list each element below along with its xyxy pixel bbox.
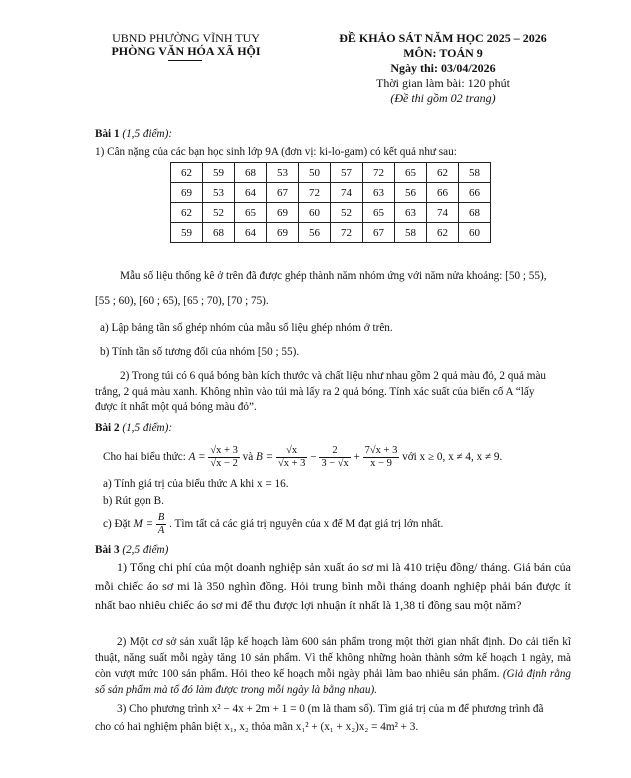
A-fraction [208, 445, 239, 470]
table-row [171, 183, 491, 203]
B1-numerator: √x [276, 445, 307, 458]
table-cell: 69 [171, 183, 203, 203]
bai3-p2 [95, 634, 571, 698]
table-cell: 67 [363, 223, 395, 243]
bai1-part2-l2: trắng, 2 quả màu xanh. Không nhìn vào túi mà lấy ra 2 quả bóng. Tính xác suất của biến cố A “lấy [95, 386, 535, 398]
table-row [171, 203, 491, 223]
table-cell: 59 [203, 163, 235, 183]
group-rest: [55 ; 60), [60 ; 65), [65 ; 70), [70 ; 75). [95, 295, 269, 307]
table-cell: 52 [203, 203, 235, 223]
A-denominator: √x − 2 [210, 457, 238, 469]
bai1-part2-l1: 2) Trong túi có 6 quả bóng bàn kích thước và chất liệu như nhau gồm 2 quả màu đỏ, 2 quả màu [120, 370, 547, 382]
table-cell: 68 [235, 163, 267, 183]
bai2-a: a) Tính giá trị của biểu thức A khi x = 16. [103, 478, 289, 490]
table-cell: 59 [171, 223, 203, 243]
bai2-condition: với x ≥ 0, x ≠ 4, x ≠ 9. [402, 451, 503, 463]
weight-table-body [171, 163, 491, 243]
table-cell: 65 [363, 203, 395, 223]
bai3-title: Bài 3 [95, 544, 120, 556]
table-cell: 68 [459, 203, 491, 223]
bai1-points: (1,5 điểm): [122, 128, 173, 140]
bai1-intro: 1) Cân nặng của các bạn học sinh lớp 9A (đơn vị: ki-lo-gam) có kết quả như sau: [95, 146, 457, 158]
bai3-p3-l2: cho có hai nghiệm phân biệt x₁, x₂ thỏa mãn x₁² + (x₁ + x₂)x₂ = 4m² + 3. [95, 721, 419, 733]
bai3-heading [95, 543, 168, 557]
org-underline [168, 60, 202, 61]
bai2-points: (1,5 điểm): [122, 422, 173, 434]
bai1-heading [95, 127, 172, 141]
B2-numerator: 2 [319, 445, 350, 458]
org-line-1: UBND PHƯỜNG VĨNH TUY [112, 31, 260, 45]
table-cell: 52 [331, 203, 363, 223]
table-cell: 65 [395, 163, 427, 183]
table-cell: 69 [267, 223, 299, 243]
bai2-title: Bài 2 [95, 422, 120, 434]
table-cell: 74 [331, 183, 363, 203]
table-cell: 53 [267, 163, 299, 183]
table-cell: 56 [299, 223, 331, 243]
table-cell: 56 [395, 183, 427, 203]
bai3-p1: 1) Tổng chi phí của một doanh nghiệp sản xuất áo sơ mi là 410 triệu đồng/ tháng. Giá bán của mỗi chiếc áo sơ mi là 350 nghìn đồng. Hỏi trung bình mỗi tháng doanh nghiệp phải bán được ít nhất bao nhiêu chiếc áo sơ mi để thu được lợi nhuận ít nhất là 1,38 tỉ đồng sau một năm? [95, 560, 571, 612]
table-cell: 50 [299, 163, 331, 183]
bai1-a: a) Lập bảng tần số ghép nhóm của mẫu số liệu ghép nhóm ở trên. [100, 322, 393, 334]
pages-note: (Đề thi gồm 02 trang) [390, 91, 496, 105]
group-first: [50 ; 55), [505, 270, 547, 282]
table-cell: 68 [203, 223, 235, 243]
bai1-title: Bài 1 [95, 128, 120, 140]
bai1-group-text [120, 269, 547, 283]
M-lhs: M = [133, 518, 154, 530]
org-line-2: PHÒNG VĂN HÓA XÃ HỘI [111, 44, 261, 58]
B-fraction-2 [319, 445, 350, 470]
table-cell: 72 [331, 223, 363, 243]
exam-duration: Thời gian làm bài: 120 phút [376, 76, 510, 90]
table-cell: 72 [299, 183, 331, 203]
exam-subject: MÔN: TOÁN 9 [403, 46, 483, 60]
weight-table [170, 162, 491, 243]
table-cell: 72 [363, 163, 395, 183]
table-cell: 62 [427, 163, 459, 183]
bai3-points: (2,5 điểm) [122, 544, 169, 556]
table-cell: 63 [395, 203, 427, 223]
table-cell: 53 [203, 183, 235, 203]
B-lhs: B = [255, 451, 274, 463]
table-cell: 57 [331, 163, 363, 183]
table-cell: 66 [459, 183, 491, 203]
table-cell: 58 [459, 163, 491, 183]
bai1-b: b) Tính tần số tương đối của nhóm [50 ; 55). [100, 346, 300, 358]
bai2-c [103, 509, 443, 539]
exam-date: Ngày thi: 03/04/2026 [390, 61, 496, 75]
bai3-p3-l1: 3) Cho phương trình x² − 4x + 2m + 1 = 0 (m là tham số). Tìm giá trị của m để phương trình đã [117, 703, 544, 715]
B1-denominator: √x + 3 [277, 457, 306, 469]
minus-sign: − [310, 451, 317, 463]
A-numerator: √x + 3 [210, 444, 238, 456]
M-numerator: B [157, 511, 165, 523]
M-denominator: A [157, 524, 165, 536]
table-cell: 60 [459, 223, 491, 243]
B3-numerator: 7√x + 3 [364, 444, 398, 456]
B-fraction-1 [276, 445, 307, 470]
bai2-intro: Cho hai biểu thức: [103, 451, 186, 463]
B2-denominator: 3 − √x [321, 457, 349, 469]
table-cell: 65 [235, 203, 267, 223]
table-cell: 62 [171, 203, 203, 223]
group-text-1: Mẫu số liệu thống kê ở trên đã được ghép thành năm nhóm ứng với năm nửa khoảng: [120, 270, 503, 282]
bai2-b: b) Rút gọn B. [103, 495, 164, 507]
table-cell: 67 [267, 183, 299, 203]
table-cell: 60 [299, 203, 331, 223]
bai2-expressions [103, 440, 502, 474]
B-fraction-3 [363, 445, 400, 470]
table-cell: 74 [427, 203, 459, 223]
M-fraction [156, 512, 166, 537]
bai3-p2-note: (Giả định rằng số sản phẩm mà tổ đó làm được trong mỗi ngày là bằng nhau). [95, 668, 572, 696]
table-cell: 63 [363, 183, 395, 203]
and-word: và [242, 451, 254, 463]
table-cell: 62 [427, 223, 459, 243]
table-row [171, 223, 491, 243]
c-pre: c) Đặt [103, 518, 131, 530]
bai2-heading [95, 421, 172, 435]
plus-sign: + [353, 451, 360, 463]
table-cell: 64 [235, 183, 267, 203]
table-cell: 64 [235, 223, 267, 243]
c-post: . Tìm tất cả các giá trị nguyên của x để M đạt giá trị lớn nhất. [169, 518, 444, 530]
A-lhs: A = [188, 451, 206, 463]
table-cell: 62 [171, 163, 203, 183]
bai1-part2-l3: được ít nhất một quả bóng màu đỏ”. [95, 401, 257, 413]
table-cell: 66 [427, 183, 459, 203]
table-row [171, 163, 491, 183]
bai3-p2-text: 2) Một cơ sở sản xuất lập kế hoạch làm 600 sản phẩm trong một thời gian nhất định. Do cải tiến kĩ thuật, năng suất mỗi ngày tăng 10 sản phẩm. Vì thế không những hoàn thành sớm kế hoạch 1 ngày, mà còn vượt mức 100 sản phẩm. Hỏi theo kế hoạch mỗi ngày phải làm bao nhiêu sản phẩm. [95, 636, 571, 680]
table-cell: 58 [395, 223, 427, 243]
B3-denominator: x − 9 [370, 457, 392, 469]
exam-title: ĐỀ KHẢO SÁT NĂM HỌC 2025 – 2026 [339, 31, 547, 45]
table-cell: 69 [267, 203, 299, 223]
